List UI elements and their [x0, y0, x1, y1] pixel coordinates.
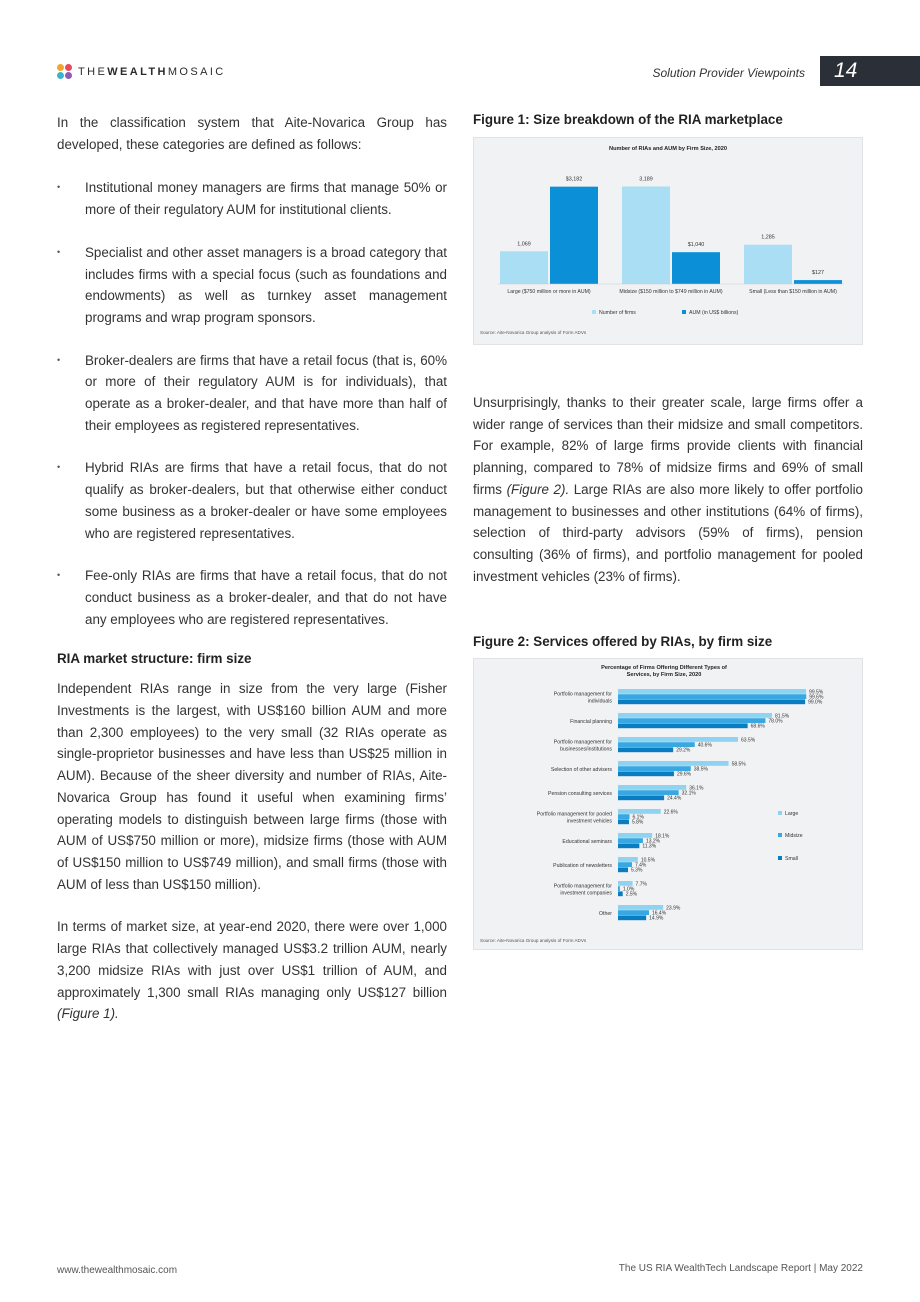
data-label: 29.2%: [676, 748, 691, 755]
legend-swatch: [778, 811, 782, 815]
data-label: 1.0%: [622, 886, 635, 893]
list-item: • Hybrid RIAs are firms that have a retail focus, that do not qualify as broker-dealers, but that otherwise either conduct some business as a broker-dealer or have some employees who are registered representatives.: [57, 457, 447, 544]
chart-bar: [794, 280, 842, 284]
chart-bar: [618, 863, 632, 868]
market-size-paragraph: In terms of market size, at year-end 2020, there were over 1,000 large RIAs that collectively managed US$3.2 trillion AUM, nearly 3,200 midsize RIAs with just over US$1 trillion of AUM, and approximately 1,300 small RIAs managing only US$127 billion (Figure 1).: [57, 919, 447, 1022]
data-label: 2.5%: [625, 892, 638, 899]
category-label: Other: [599, 911, 612, 918]
chart-bar: [618, 700, 805, 705]
list-item: • Broker-dealers are firms that have a retail focus (that is, 60% or more of their regulatory AUM is for individuals), that operate as a broker-dealer, and that have more than half of their employees as registered representatives.: [57, 350, 447, 437]
data-label: 78.0%: [768, 718, 783, 725]
chart-bar: [618, 815, 630, 820]
data-label: 14.9%: [649, 916, 664, 923]
data-label: $127: [812, 270, 824, 277]
chart-bar: [618, 868, 628, 873]
data-label: $3,182: [565, 176, 583, 183]
category-label: Portfolio management for: [553, 691, 612, 698]
page-header: [0, 60, 920, 86]
legend-label: AUM (in US$ billions): [689, 310, 739, 316]
chart-bar: [622, 186, 670, 284]
chart-bar: [618, 911, 649, 916]
chart-bar: [618, 892, 623, 897]
chart-bar: [618, 737, 738, 742]
category-label: businesses/institutions: [560, 746, 612, 753]
chart-bar: [618, 844, 639, 849]
figure2-chart: [473, 658, 863, 950]
chart-title: Number of RIAs and AUM by Firm Size, 2020: [609, 146, 727, 152]
category-list: [57, 177, 447, 630]
chart-bar: [618, 695, 806, 700]
page-number: 14: [820, 56, 920, 86]
chart-bar: [618, 719, 765, 724]
data-label: 58.5%: [731, 761, 746, 768]
data-label: 16.4%: [651, 910, 667, 917]
data-label: 7.4%: [634, 862, 647, 869]
category-label: Small (Less than $150 million in AUM): [749, 289, 837, 295]
category-label: Midsize ($150 million to $749 million in AUM): [619, 289, 723, 295]
list-item: • Fee-only RIAs are firms that have a retail focus, that do not conduct business as a broker-dealer, and that do not have any employees who are registered representatives.: [57, 565, 447, 630]
legend-swatch: [592, 310, 596, 314]
data-label: 22.6%: [663, 809, 678, 816]
chart-bar: [672, 252, 720, 284]
chart-bar: [618, 689, 806, 694]
chart-bar: [618, 767, 691, 772]
figure1-title: Figure 1: Size breakdown of the RIA marketplace: [473, 112, 783, 127]
legend-label: Small: [785, 856, 798, 863]
data-label: 81.5%: [775, 713, 790, 720]
figure2-svg: [474, 659, 862, 949]
chart-bar: [618, 761, 729, 766]
data-label: 99.6%: [809, 694, 824, 701]
chart-bar: [618, 820, 629, 825]
chart-bar: [618, 796, 664, 801]
data-label: 99.5%: [809, 689, 824, 696]
legend-swatch: [778, 856, 782, 860]
chart-bar: [618, 791, 679, 796]
category-label: Publication of newsletters: [553, 863, 612, 870]
category-label: Portfolio management for: [553, 739, 612, 746]
chart-source: Source: Aite-Novarica Group analysis of Form ADVs: [480, 330, 587, 335]
data-label: 68.6%: [750, 724, 765, 731]
data-label: 10.5%: [640, 857, 656, 864]
data-label: 13.2%: [645, 838, 661, 845]
figure-reference[interactable]: (Figure 1).: [57, 1006, 119, 1022]
chart-source: Source: Aite-Novarica Group analysis of Form ADVs: [480, 938, 587, 944]
category-label: Educational seminars: [562, 839, 612, 846]
chart-bar: [618, 881, 633, 886]
data-label: 11.3%: [642, 844, 657, 851]
legend-label: Large: [785, 811, 799, 818]
chart-bar: [618, 833, 652, 838]
legend-swatch: [778, 833, 782, 837]
chart-bar: [618, 887, 620, 892]
figure1-svg: [474, 138, 862, 344]
data-label: 36.1%: [689, 785, 704, 792]
data-label: 7.7%: [635, 881, 647, 888]
list-item: • Specialist and other asset managers is a broad category that includes firms with a special focus (such as foundations and endowments) as well as turnkey asset management programs and wrap program sponsors.: [57, 242, 447, 329]
legend-swatch: [682, 310, 686, 314]
chart-bar: [618, 905, 663, 910]
category-label: individuals: [587, 698, 612, 705]
figure2-title: Figure 2: Services offered by RIAs, by firm size: [473, 634, 773, 650]
brand-wordmark: THEWEALTHMOSAIC: [78, 65, 226, 78]
figure1-chart: [473, 137, 863, 345]
footer-report-info: The US RIA WealthTech Landscape Report | May 2022: [618, 1263, 863, 1274]
category-label: Large ($750 million or more in AUM): [507, 289, 591, 295]
intro-paragraph: In the classification system that Aite-Novarica Group has developed, these categories are defined as follows:: [57, 115, 447, 152]
data-label: 18.1%: [655, 833, 670, 840]
data-label: 32.1%: [681, 790, 696, 797]
brand-logo[interactable]: [57, 64, 226, 79]
legend-label: Midsize: [785, 833, 803, 840]
chart-bar: [618, 772, 674, 777]
services-paragraph: Unsurprisingly, thanks to their greater scale, large firms offer a wider range of services than their midsize and small competitors. For example, 82% of large firms provide clients with financial planning, compared to 78% of midsize firms and 69% of small firms (Figure 2). Large RIAs are also more likely to offer portfolio management to businesses and other institutions (64% of firms), selection of third-party advisors (59% of firms), pension consulting (36% of firms), and portfolio management for pooled investment vehicles (23% of firms).: [473, 395, 863, 584]
data-label: $1,040: [687, 242, 705, 249]
category-label: Portfolio management for pooled: [536, 811, 612, 818]
chart-bar: [618, 713, 772, 718]
chart-bar: [500, 251, 548, 284]
chart-bar: [618, 785, 686, 790]
figure-reference[interactable]: (Figure 2).: [506, 481, 570, 497]
chart-bar: [618, 916, 646, 921]
data-label: 5.8%: [631, 820, 644, 827]
chart-bar: [618, 724, 748, 729]
firm-size-paragraph: Independent RIAs range in size from the very large (Fisher Investments is the largest, with US$160 billion AUM and more than 2,300 employees) to the very small (32 RIAs operate as single-proprietor businesses and have less than US$25 million in AUM). Because of the sheer diversity and number of RIAs, Aite-Novarica Group has found it useful when examining firms’ operating models to distinguish between large firms (those with AUM of US$750 million or more), midsize firms (those with AUM of US$150 million to US$749 million), and small firms (those with AUM of less than US$150 million).: [57, 681, 447, 892]
category-label: Portfolio management for: [553, 883, 612, 890]
category-label: investment vehicles: [566, 818, 612, 825]
category-label: Pension consulting services: [547, 791, 612, 798]
category-label: Financial planning: [570, 719, 612, 726]
category-label: investment companies: [560, 890, 612, 897]
data-label: 40.6%: [697, 742, 712, 749]
mosaic-logo-icon: [57, 64, 72, 79]
category-label: Selection of other advisers: [550, 767, 612, 774]
data-label: 1,285: [761, 234, 775, 241]
chart-bar: [550, 187, 598, 284]
chart-bar: [618, 839, 643, 844]
data-label: 24.4%: [667, 796, 682, 803]
list-item: • Institutional money managers are firms that manage 50% or more of their regulatory AUM for institutional clients.: [57, 177, 447, 220]
data-label: 99.0%: [808, 700, 823, 707]
data-label: 3,189: [639, 176, 653, 183]
chart-bar: [618, 743, 695, 748]
chart-bar: [618, 809, 661, 814]
chart-bar: [744, 245, 792, 284]
left-column: [57, 112, 447, 1025]
chart-title: Services, by Firm Size, 2020: [626, 672, 702, 679]
chart-bar: [618, 857, 638, 862]
data-label: 6.1%: [632, 814, 644, 821]
section-heading: RIA market structure: firm size: [57, 651, 252, 667]
data-label: 5.3%: [631, 868, 643, 875]
data-label: 29.6%: [676, 772, 692, 779]
legend-label: Number of firms: [599, 310, 636, 316]
section-label: Solution Provider Viewpoints: [652, 66, 805, 80]
chart-bar: [618, 748, 673, 753]
footer-url[interactable]: www.thewealthmosaic.com: [57, 1265, 178, 1276]
data-label: 1,069: [517, 241, 531, 248]
right-column: [473, 112, 863, 950]
data-label: 23.9%: [666, 905, 681, 912]
data-label: 38.5%: [693, 766, 708, 773]
data-label: 63.5%: [741, 737, 756, 744]
chart-title: Percentage of Firms Offering Different Types of: [601, 665, 727, 672]
